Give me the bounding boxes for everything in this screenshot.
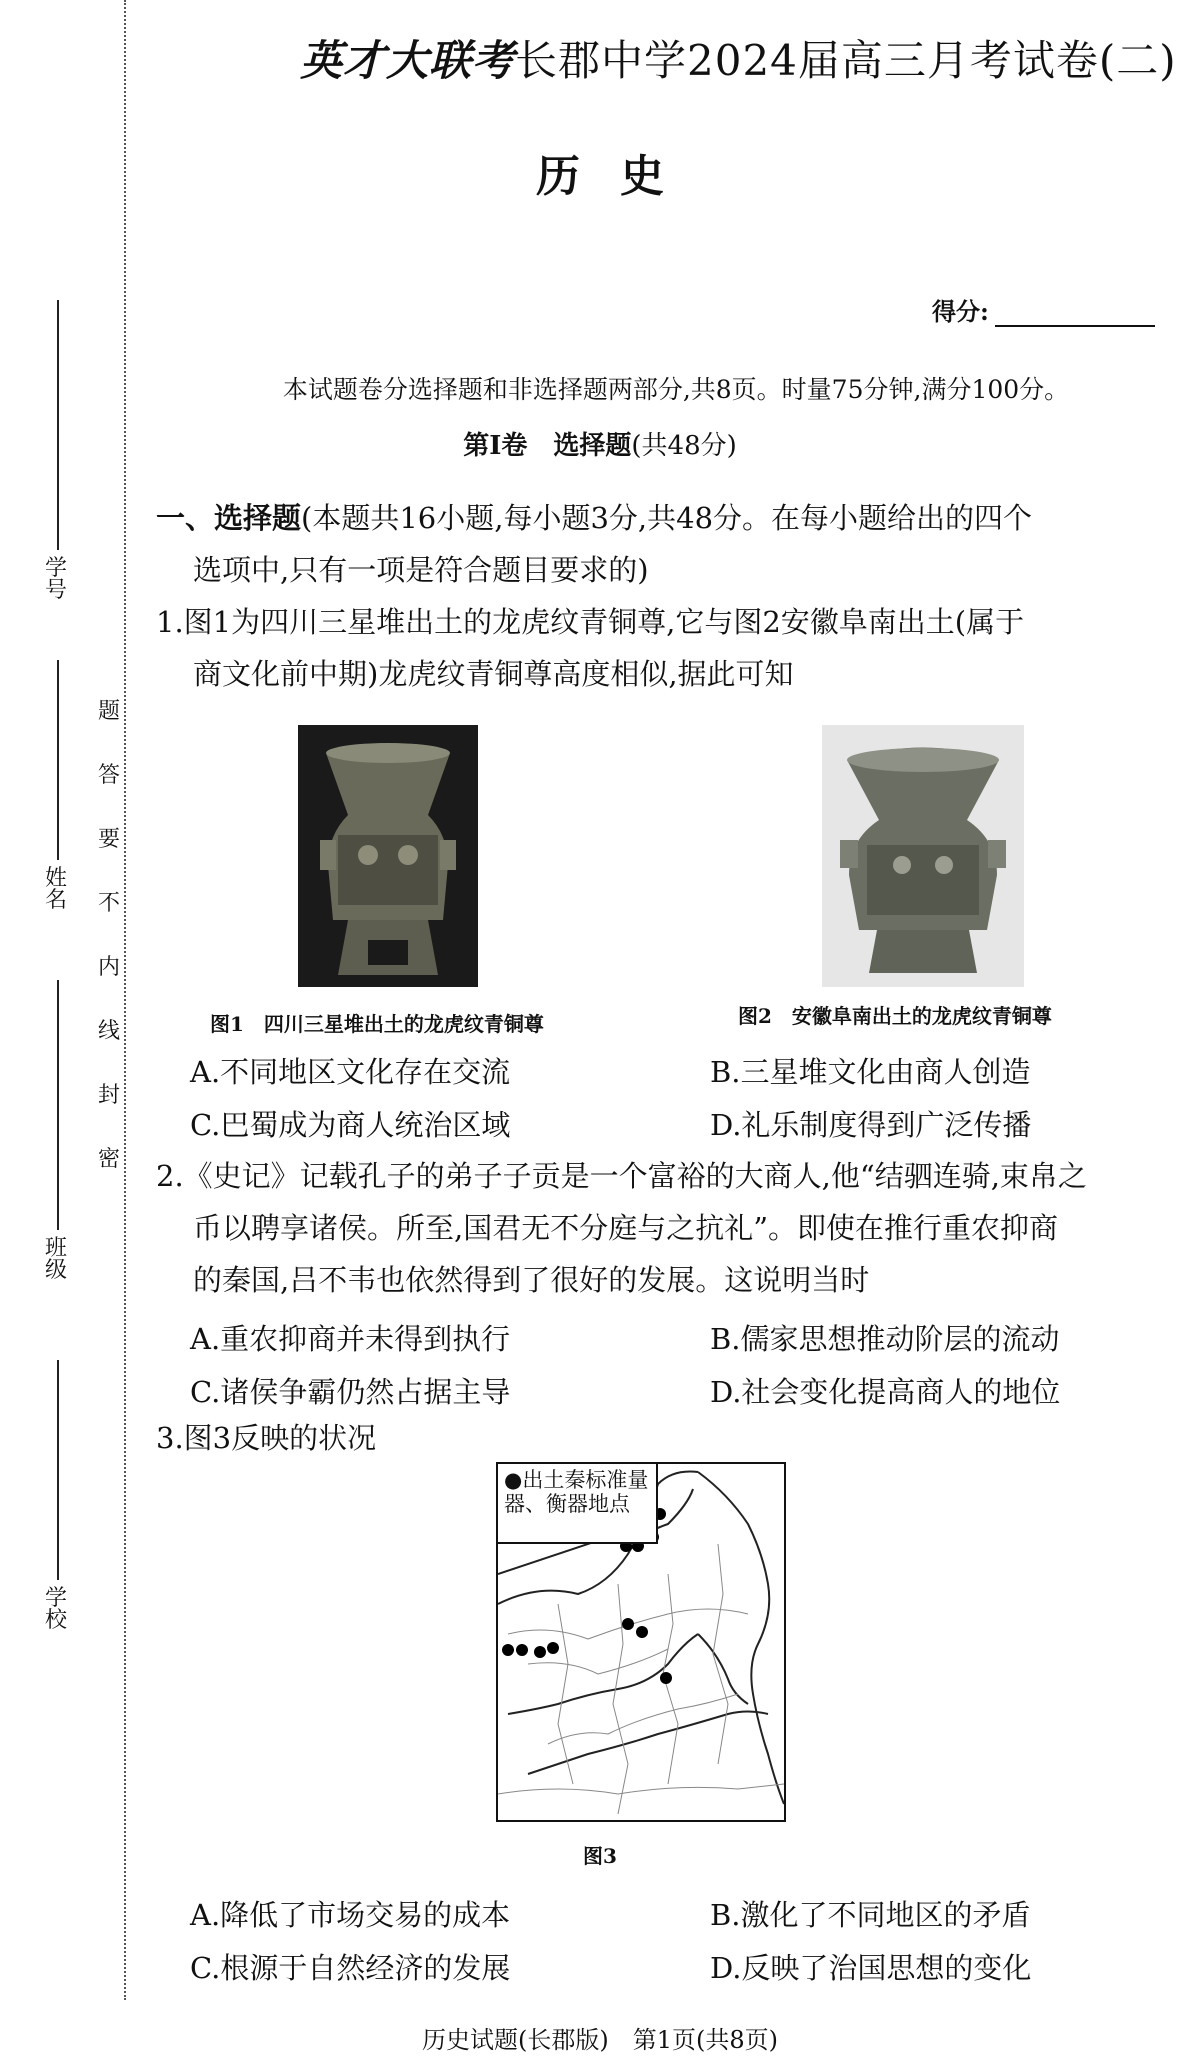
q2-stem-3: 的秦国,吕不韦也依然得到了很好的发展。这说明当时: [193, 1263, 870, 1297]
exam-instructions: 本试题卷分选择题和非选择题两部分,共8页。时量75分钟,满分100分。: [282, 375, 1070, 404]
map-legend: [498, 1464, 658, 1544]
student-number-label: 学号: [45, 556, 68, 603]
q3-stem: 3.图3反映的状况: [156, 1421, 377, 1455]
q2-option-a[interactable]: A.重农抑商并未得到执行: [190, 1322, 511, 1356]
binding-dotted-line: [124, 0, 126, 2000]
q1-option-c[interactable]: C.巴蜀成为商人统治区域: [190, 1108, 511, 1142]
seal-char: 密: [97, 1147, 120, 1172]
seal-char: 不: [97, 891, 120, 916]
q1-stem-2: 商文化前中期)龙虎纹青铜尊高度相似,据此可知: [193, 657, 794, 691]
q2-option-b[interactable]: B.儒家思想推动阶层的流动: [710, 1322, 1060, 1356]
exam-header: [300, 28, 1177, 88]
q1-option-b[interactable]: B.三星堆文化由商人创造: [710, 1055, 1031, 1089]
score-field[interactable]: [932, 292, 1155, 327]
figure1-bronze-zun-image: [298, 725, 478, 987]
figure3-map: [496, 1462, 786, 1822]
school-label: 学校: [45, 1586, 68, 1633]
page-footer: 历史试题(长郡版) 第1页(共8页): [422, 2026, 778, 2054]
score-label: 得分:: [932, 297, 989, 326]
q2-option-c[interactable]: C.诸侯争霸仍然占据主导: [190, 1375, 511, 1409]
section-desc-2: 选项中,只有一项是符合题目要求的): [193, 553, 649, 587]
figure1-caption: 图1 四川三星堆出土的龙虎纹青铜尊: [210, 1012, 544, 1036]
q1-stem-1: 1.图1为四川三星堆出土的龙虎纹青铜尊,它与图2安徽阜南出土(属于: [156, 605, 1025, 639]
q3-option-b[interactable]: B.激化了不同地区的矛盾: [710, 1898, 1031, 1932]
seal-char: 要: [97, 827, 120, 852]
seal-char: 答: [97, 763, 120, 788]
class-label: 班级: [45, 1236, 68, 1283]
q1-option-a[interactable]: A.不同地区文化存在交流: [190, 1055, 511, 1089]
seal-char: 题: [97, 699, 120, 724]
subject-title: 历史: [536, 151, 704, 202]
score-blank[interactable]: [995, 299, 1155, 327]
seal-char: 线: [97, 1019, 120, 1044]
name-label: 姓名: [45, 866, 68, 913]
q3-option-c[interactable]: C.根源于自然经济的发展: [190, 1951, 511, 1985]
part-title: 第Ⅰ卷 选择题: [463, 431, 632, 461]
map-legend-dot-icon: ●: [504, 1468, 523, 1492]
part-points: (共48分): [631, 431, 737, 461]
map-legend-text: 出土秦标准量器、衡器地点: [504, 1468, 649, 1516]
q3-option-d[interactable]: D.反映了治国思想的变化: [710, 1951, 1032, 1985]
seal-char: 内: [97, 955, 120, 980]
q2-stem-2: 币以聘享诸侯。所至,国君无不分庭与之抗礼”。即使在推行重农抑商: [193, 1211, 1059, 1245]
name-field[interactable]: [45, 660, 71, 912]
figure3-caption: 图3: [583, 1844, 617, 1868]
school-field[interactable]: [45, 1360, 71, 1632]
q2-option-d[interactable]: D.社会变化提高商人的地位: [710, 1375, 1061, 1409]
part-heading: [0, 425, 1200, 462]
figure2-caption: 图2 安徽阜南出土的龙虎纹青铜尊: [738, 1004, 1052, 1028]
q3-option-a[interactable]: A.降低了市场交易的成本: [190, 1898, 511, 1932]
section-desc-1: (本题共16小题,每小题3分,共48分。在每小题给出的四个: [301, 501, 1033, 535]
class-field[interactable]: [45, 980, 71, 1282]
seal-char: 封: [97, 1083, 120, 1108]
exam-title: 长郡中学2024届高三月考试卷(二): [515, 36, 1177, 85]
section-heading: [156, 498, 1032, 539]
q2-stem-1: 2.《史记》记载孔子的弟子子贡是一个富裕的大商人,他“结驷连骑,束帛之: [156, 1159, 1087, 1193]
section-title: 一、选择题: [156, 501, 302, 535]
figure2-bronze-zun-image: [822, 725, 1024, 987]
seal-notice-text: [96, 680, 122, 1192]
brand-logo-text: 英才大联考: [300, 36, 516, 85]
q1-option-d[interactable]: D.礼乐制度得到广泛传播: [710, 1108, 1032, 1142]
